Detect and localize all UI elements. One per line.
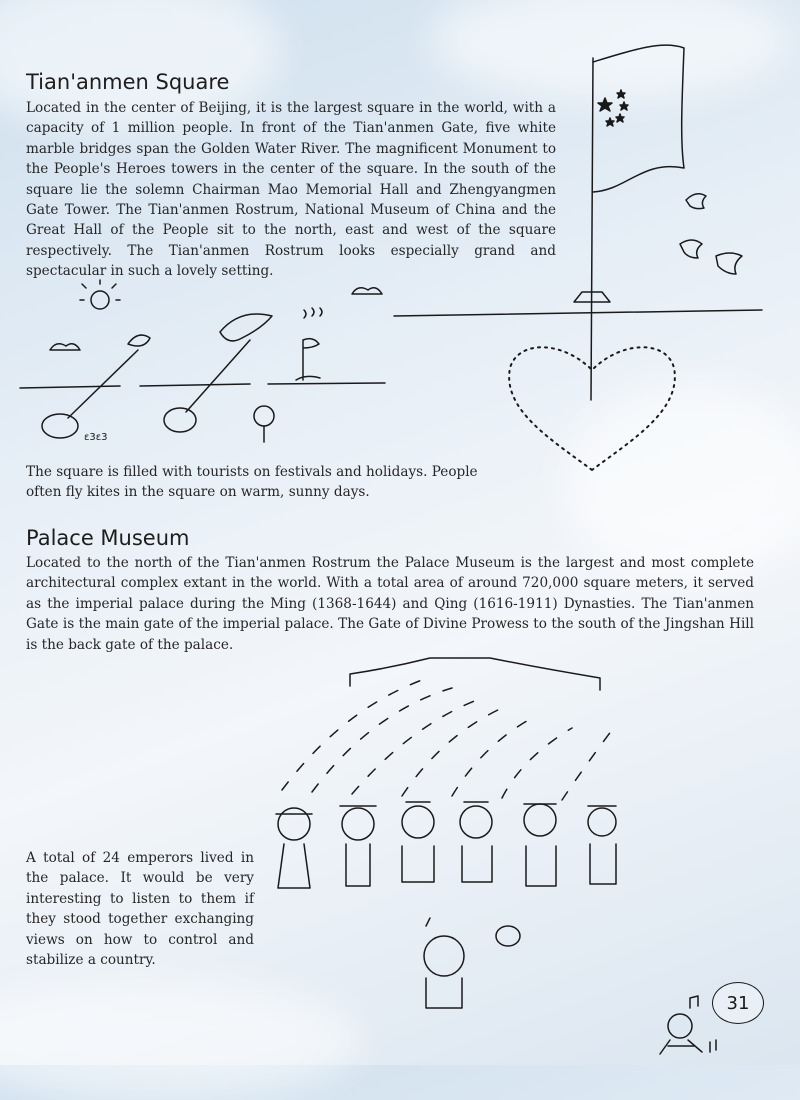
emperor-figure-icon (460, 802, 492, 882)
emperors-illustration (262, 650, 642, 910)
emperor-figure-icon (588, 806, 616, 884)
ripple-doodle: ε3ε3 (84, 432, 108, 443)
kites-illustration (20, 280, 400, 450)
section-heading-tiananmen: Tian'anmen Square (26, 70, 230, 94)
kite-icon (128, 335, 150, 346)
section-heading-palace: Palace Museum (26, 526, 190, 550)
eagle-kite-icon (220, 314, 272, 341)
horizon-line (394, 310, 762, 316)
sun-icon (91, 291, 109, 309)
child-face-icon (668, 1014, 692, 1038)
flag-heart-illustration (392, 40, 772, 500)
listener-illustration (400, 912, 520, 1022)
music-note-icon (426, 918, 430, 926)
section-body-palace: Located to the north of the Tian'anmen Rostrum the Palace Museum is the largest and most complete architectural complex extant in the world. With a total area of around 720,000 square meters, it served as the imperial palace during the Ming (1368-1644) and Qing (1616-1911) Dynasties. The Tian'anmen Gate is the main gate of the imperial palace. The Gate of Divine Prowess to the south of the Jingshan Hill is the back gate of the palace. (26, 555, 754, 653)
tourist-icon (164, 408, 196, 432)
music-note-icon (710, 1040, 716, 1052)
palace-roof-icon (350, 658, 600, 690)
speech-bubble-icon (496, 926, 520, 946)
flagpole-icon (591, 58, 593, 400)
emperor-figure-icon (276, 808, 312, 888)
heart-crowd-icon (509, 347, 675, 470)
music-note-icon (690, 996, 698, 1008)
section-body-tiananmen: Located in the center of Beijing, it is the largest square in the world, with a capacity of 1 million people. In front of the Tian'anmen Gate, five white marble bridges span the Golden Water River. The magnificent Monument to the People's Heroes towers in the center of the square. In the south of the square lie the solemn Chairman Mao Memorial Hall and Zhengyangmen Gate Tower. The Tian'anmen Rostrum, National Museum of China and the Great Hall of the People sit to the north, east and west of the square respectively. The Tian'anmen Rostrum looks especially grand and spectacular in such a lovely setting. (26, 100, 556, 280)
page-number: 31 (712, 982, 764, 1024)
emperor-figure-icon (402, 802, 434, 882)
background-cloud (0, 980, 360, 1100)
dove-icon (686, 194, 706, 209)
tourist-icon (42, 414, 78, 438)
sun-rays-icon (80, 280, 120, 300)
flag-stars-icon (598, 90, 628, 126)
dove-icon (680, 240, 702, 258)
flag-icon (593, 45, 684, 192)
caption-palace: A total of 24 emperors lived in the palace. It would be very interesting to listen to them if they stood together exchanging views on how to control and stabilize a country. (26, 850, 254, 969)
cloud-icon (352, 288, 382, 294)
cloud-icon (50, 344, 80, 350)
dove-icon (716, 253, 742, 274)
emperor-figure-icon (340, 806, 376, 886)
caption-tiananmen: The square is filled with tourists on festivals and holidays. People often fly kites in the square on warm, sunny days. (26, 464, 478, 501)
child-icon (254, 406, 274, 426)
listener-head-icon (424, 936, 464, 976)
emperor-figure-icon (524, 804, 556, 886)
